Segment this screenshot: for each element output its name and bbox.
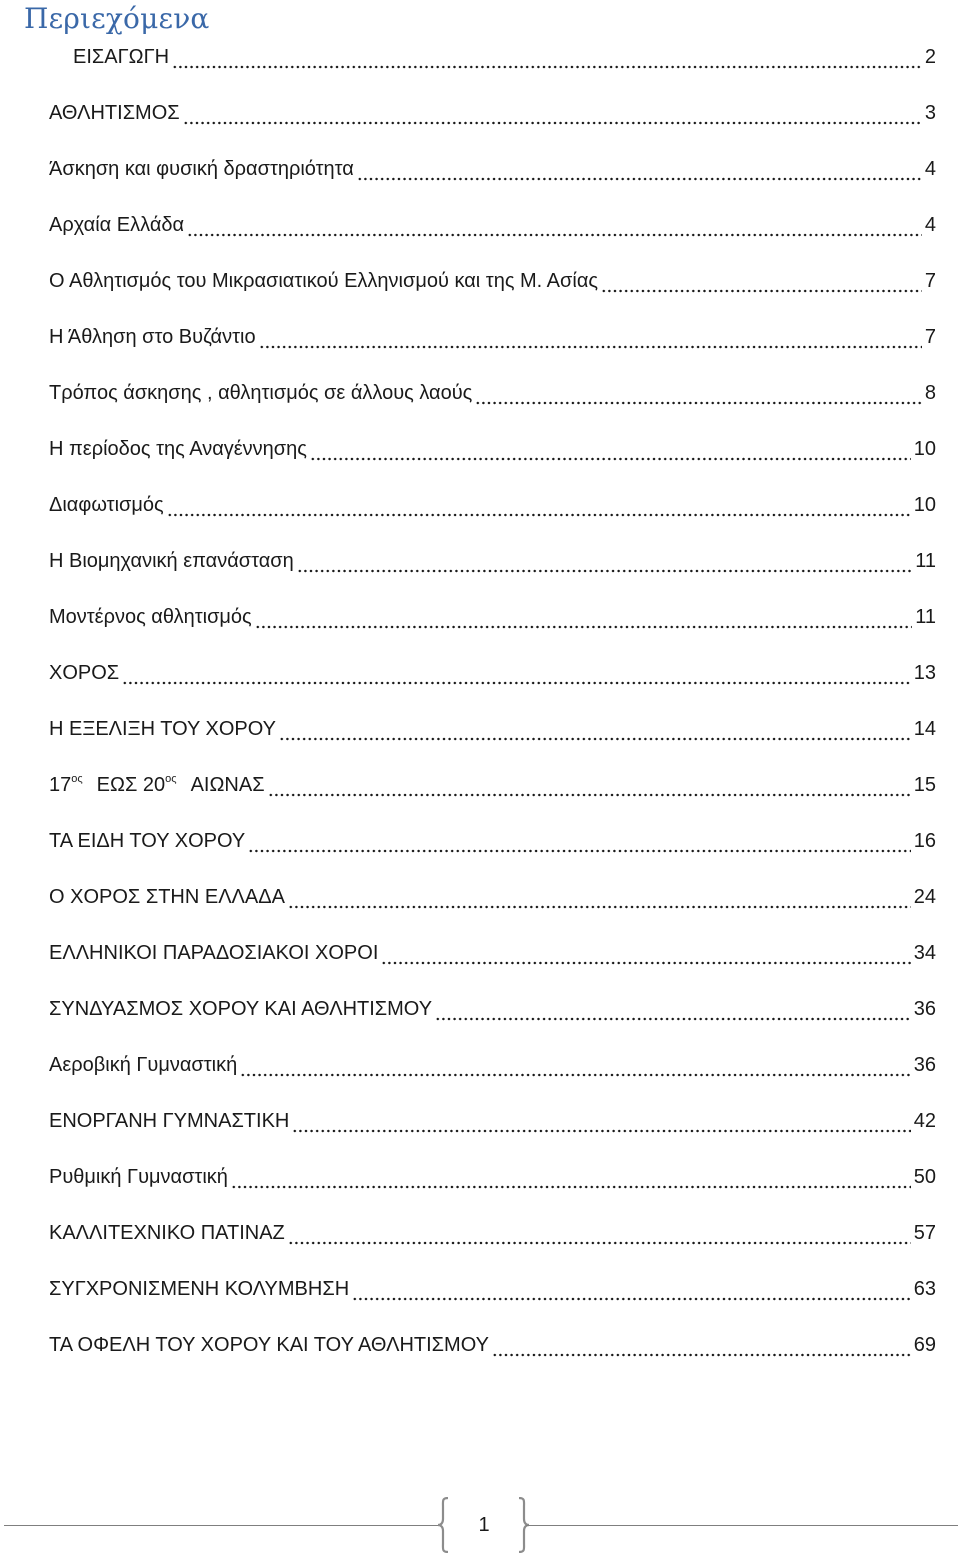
page-number: 1: [478, 1514, 490, 1536]
toc-entry-text: ΚΑΛΛΙΤΕΧΝΙΚΟ ΠΑΤΙΝΑΖ: [49, 1222, 285, 1244]
toc-entry-text: ΣΥΓΧΡΟΝΙΣΜΕΝΗ ΚΟΛΥΜΒΗΣΗ: [49, 1278, 350, 1300]
toc-entry-page: 24: [913, 886, 936, 908]
toc-entry-page: 10: [913, 494, 936, 516]
toc-entry[interactable]: [49, 212, 936, 238]
toc-entry-page: 7: [924, 270, 936, 292]
toc-entry-text: ΤΑ ΕΙΔΗ ΤΟΥ ΧΟΡΟΥ: [49, 830, 246, 852]
toc-entry-text: Τρόπος άσκησης , αθλητισμός σε άλλους λαούς: [49, 382, 473, 404]
toc-entry-page: 11: [915, 550, 936, 572]
toc-entry-page: 36: [913, 1054, 936, 1076]
dot-leader: [292, 1113, 910, 1133]
footer-rule-right: [526, 1525, 958, 1526]
century-label: ΑΙΩΝΑΣ: [190, 774, 265, 796]
toc-entry-page: 10: [913, 438, 936, 460]
dot-leader: [167, 497, 911, 517]
dot-leader: [279, 721, 911, 741]
toc-entry[interactable]: [49, 324, 936, 350]
toc-entry-page: 3: [924, 102, 936, 124]
toc-entry[interactable]: [49, 268, 936, 294]
dot-leader: [310, 441, 911, 461]
toc-entry[interactable]: [49, 940, 936, 966]
dot-leader: [352, 1281, 911, 1301]
toc-entry-text: Ο ΧΟΡΟΣ ΣΤΗΝ ΕΛΛΑΔΑ: [49, 886, 285, 908]
dot-leader: [122, 665, 911, 685]
toc-entry-text: ΧΟΡΟΣ: [49, 662, 120, 684]
toc-heading: Περιεχόμενα: [24, 2, 210, 35]
footer-rule-left: [4, 1525, 440, 1526]
toc-entry-text: ΤΑ ΟΦΕΛΗ ΤΟΥ ΧΟΡΟΥ ΚΑΙ ΤΟΥ ΑΘΛΗΤΙΣΜΟΥ: [49, 1334, 489, 1356]
toc-entry[interactable]: [49, 996, 936, 1022]
toc-entry-text: Η Άθληση στο Βυζάντιο: [49, 326, 256, 348]
toc-entry-text: ΕΛΛΗΝΙΚΟΙ ΠΑΡΑΔΟΣΙΑΚΟΙ ΧΟΡΟΙ: [49, 942, 379, 964]
dot-leader: [183, 105, 922, 125]
dot-leader: [187, 217, 922, 237]
toc-entry[interactable]: [49, 604, 936, 630]
dot-leader: [240, 1057, 911, 1077]
dot-leader: [601, 273, 922, 293]
dot-leader: [172, 49, 922, 69]
toc-entry[interactable]: [49, 716, 936, 742]
toc-entry-text: Ρυθμική Γυμναστική: [49, 1166, 228, 1188]
toc-entry-page: 34: [913, 942, 936, 964]
toc-entry[interactable]: [49, 492, 936, 518]
dot-leader: [288, 889, 911, 909]
toc-entry-page: 4: [924, 158, 936, 180]
toc-entry[interactable]: [49, 436, 936, 462]
century-number-start: 17: [49, 774, 72, 796]
toc-entry[interactable]: [49, 1052, 936, 1078]
toc-entry[interactable]: [49, 884, 936, 910]
toc-entry-page: 16: [913, 830, 936, 852]
toc-entry[interactable]: [49, 380, 936, 406]
dot-leader: [268, 777, 911, 797]
toc-entry-page: 4: [924, 214, 936, 236]
dot-leader: [475, 385, 922, 405]
dot-leader: [255, 609, 913, 629]
toc-entry-page: 57: [913, 1222, 936, 1244]
toc-entry-page: 8: [924, 382, 936, 404]
toc-entry-text: Αεροβική Γυμναστική: [49, 1054, 238, 1076]
toc-entry[interactable]: [49, 156, 936, 182]
toc-entry-text: ΣΥΝΔΥΑΣΜΟΣ ΧΟΡΟΥ ΚΑΙ ΑΘΛΗΤΙΣΜΟΥ: [49, 998, 433, 1020]
toc-entry-page: 50: [913, 1166, 936, 1188]
toc-entry-page: 13: [913, 662, 936, 684]
toc-entry-page: 63: [913, 1278, 936, 1300]
dot-leader: [435, 1001, 911, 1021]
dot-leader: [357, 161, 922, 181]
ordinal-suffix: ος: [71, 773, 83, 785]
toc-entry-text: ΕΝΟΡΓΑΝΗ ΓΥΜΝΑΣΤΙΚΗ: [49, 1110, 290, 1132]
toc-entry-text: Μοντέρνος αθλητισμός: [49, 606, 252, 628]
toc-entry-text: Διαφωτισμός: [49, 494, 164, 516]
toc-entry[interactable]: [49, 548, 936, 574]
toc-entry-text: Η Βιομηχανική επανάσταση: [49, 550, 294, 572]
toc-entry[interactable]: [49, 1276, 936, 1302]
century-range-text: ΕΩΣ 20: [96, 774, 166, 796]
dot-leader: [492, 1337, 911, 1357]
toc-entry[interactable]: [49, 660, 936, 686]
toc-entry-page: 2: [924, 46, 936, 68]
toc-entry-page: 36: [913, 998, 936, 1020]
toc-entry-text: ΑΘΛΗΤΙΣΜΟΣ: [49, 102, 180, 124]
toc-entry-text: ΕΙΣΑΓΩΓΗ: [73, 46, 170, 68]
toc-entry[interactable]: [49, 828, 936, 854]
toc-entry-text: Άσκηση και φυσική δραστηριότητα: [49, 158, 354, 180]
toc-entry[interactable]: [49, 1108, 936, 1134]
left-brace-icon: [437, 1497, 449, 1553]
dot-leader: [248, 833, 911, 853]
toc-entry[interactable]: [49, 1220, 936, 1246]
dot-leader: [297, 553, 912, 573]
dot-leader: [381, 945, 910, 965]
toc-entry[interactable]: [49, 1164, 936, 1190]
toc-entry-page: 7: [924, 326, 936, 348]
toc-entry[interactable]: [49, 100, 936, 126]
toc-entry[interactable]: [49, 772, 936, 798]
toc-entry-text: Η περίοδος της Αναγέννησης: [49, 438, 307, 460]
dot-leader: [231, 1169, 911, 1189]
ordinal-suffix: ος: [165, 773, 177, 785]
toc-entry-text: Η ΕΞΕΛΙΞΗ ΤΟΥ ΧΟΡΟΥ: [49, 718, 277, 740]
toc-entry-page: 42: [913, 1110, 936, 1132]
dot-leader: [288, 1225, 911, 1245]
toc-entry-page: 15: [913, 774, 936, 796]
toc-entry-page: 11: [915, 606, 936, 628]
toc-entry-text: Ο Αθλητισμός του Μικρασιατικού Ελληνισμού και της Μ. Ασίας: [49, 270, 599, 292]
dot-leader: [259, 329, 922, 349]
toc-entry[interactable]: [49, 1332, 936, 1358]
toc-entry-page: 14: [913, 718, 936, 740]
toc-entry-text: [49, 772, 265, 798]
toc-entry-text: Αρχαία Ελλάδα: [49, 214, 185, 236]
toc-entry-page: 69: [913, 1334, 936, 1356]
toc-entry[interactable]: [73, 44, 936, 70]
